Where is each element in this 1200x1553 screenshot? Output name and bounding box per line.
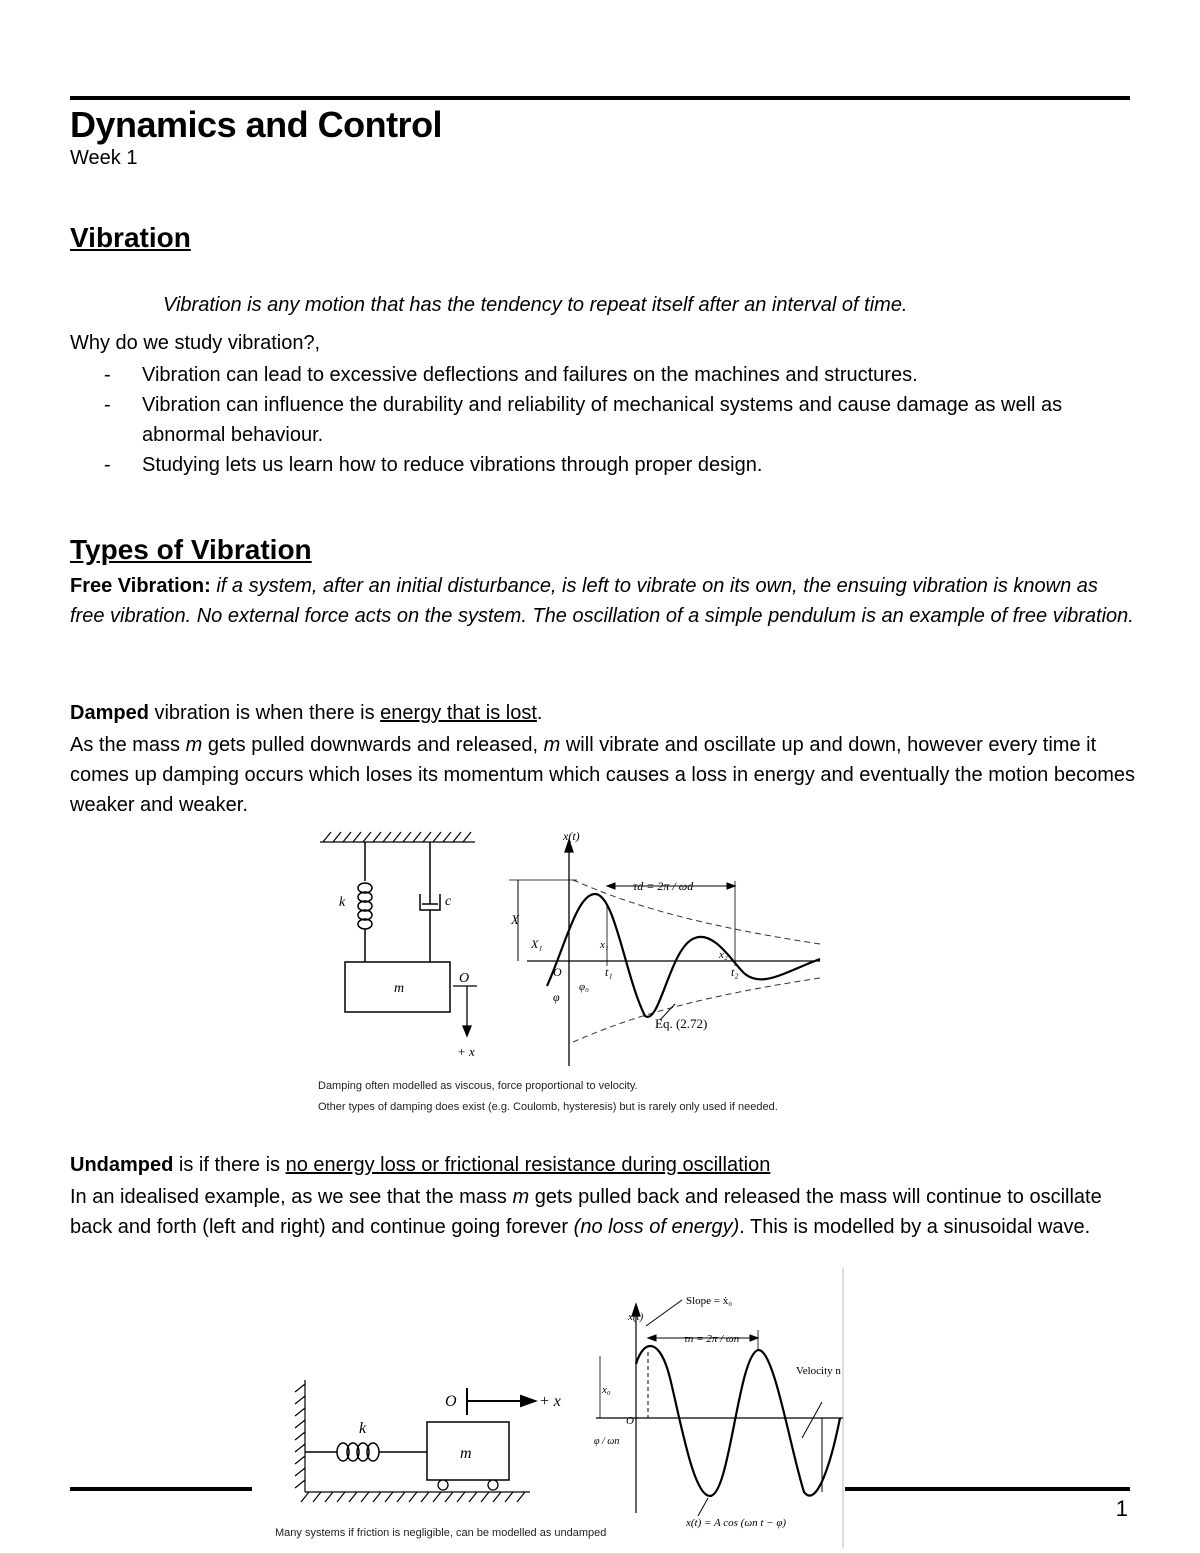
eq-label: Eq. (2.72) [655, 1016, 708, 1031]
damper [420, 842, 440, 962]
eq-label: x(t) = A cos (ωn t − φ) [686, 1517, 787, 1529]
bottom-rule-left [70, 1487, 252, 1491]
origin-label: O [445, 1393, 457, 1410]
heading-vibration: Vibration [70, 222, 191, 253]
x0-label: x₀ [602, 1384, 611, 1396]
o-label: O [626, 1415, 634, 1427]
free-vibration-text: if a system, after an initial disturbance, is left to vibrate on its own, the ensuing vibration is known as free vibration. No external force acts on the system. The oscillation of a simple pendulum is an example of free vibration. [70, 575, 1134, 627]
mass-label: m [460, 1445, 472, 1462]
document-subtitle: Week 1 [70, 147, 138, 169]
y-axis-label: x(t) [628, 1311, 644, 1323]
page-number: 1 [1115, 1496, 1128, 1521]
amp-label: X [511, 912, 519, 927]
heading-types: Types of Vibration [70, 534, 312, 565]
undamped-caption: Many systems if friction is negligible, can be modelled as undamped [275, 1527, 607, 1539]
list-item: - Vibration can lead to excessive deflections and failures on the machines and structures. [104, 364, 918, 386]
direction-label: + x [539, 1393, 561, 1410]
o-label: O [553, 965, 562, 979]
top-rule [70, 96, 1130, 100]
damper-label: c [445, 894, 452, 909]
phi-label: φ [553, 990, 560, 1004]
undamped-underline: no energy loss or frictional resistance during oscillation [285, 1154, 771, 1176]
damped-caption-2: Other types of damping does exist (e.g. Coulomb, hysteresis) but is rarely only used if needed. [318, 1101, 778, 1113]
undamped-system-figure [285, 1370, 575, 1510]
bottom-rule-right [845, 1487, 1130, 1491]
reasons-list [70, 360, 1135, 480]
damped-vibration-figure [315, 826, 825, 1076]
phase-label: φ / ωn [594, 1436, 620, 1447]
undamped-description: In an idealised example, as we see that the mass m gets pulled back and released the mass will continue to oscillate back and forth (left and right) and continue going forever (no loss of energy). This is modelled by a sinusoidal wave. [70, 1186, 1102, 1238]
damped-caption-1: Damping often modelled as viscous, force proportional to velocity. [318, 1080, 638, 1092]
ceiling-hatch [320, 832, 475, 842]
mass-label: m [394, 981, 405, 996]
spring [358, 842, 372, 962]
spring [305, 1443, 427, 1461]
direction-label: + x [457, 1044, 475, 1059]
undamped-intro: Undamped is if there is no energy loss or frictional resistance during oscillation [70, 1154, 771, 1176]
damped-response-curve [547, 894, 820, 1017]
x2-small-label: x₂ [719, 949, 728, 961]
slope-label: Slope = ẋ₀ [686, 1295, 733, 1307]
list-item: - Studying lets us learn how to reduce vibrations through proper design. [104, 454, 763, 476]
period-label: τn = 2π / ωn [684, 1333, 740, 1345]
document-title: Dynamics and Control [70, 104, 443, 145]
damped-label: Damped [70, 702, 149, 724]
response-axes [527, 840, 820, 1066]
period-label: τd = 2π / ωd [633, 879, 694, 893]
damped-underline: energy that is lost [380, 702, 537, 724]
spring-label: k [339, 895, 346, 910]
wheel [488, 1480, 498, 1490]
why-study-text: Why do we study vibration?, [70, 332, 321, 354]
t1-label: t₁ [605, 965, 613, 979]
t2-label: t₂ [731, 965, 739, 979]
wheel [438, 1480, 448, 1490]
spring-label: k [359, 1420, 367, 1437]
damped-description: As the mass m gets pulled downwards and released, m will vibrate and oscillate up and down, however every time it comes up damping occurs which loses its momentum which causes a loss in energy and eventually the motion becomes weaker and weaker. [70, 734, 1135, 816]
slope-pointer [646, 1300, 682, 1326]
velocity-label: Velocity n [796, 1365, 841, 1377]
list-item: - Vibration can influence the durability and reliability of mechanical systems and cause damage as well as abnormal behaviour. [104, 394, 1063, 446]
x1-small-label: x₁ [600, 939, 609, 951]
velocity-pointer [802, 1402, 822, 1438]
x-direction-arrow [467, 1388, 535, 1415]
y-axis-label: x(t) [563, 829, 580, 843]
decay-envelope-lower [573, 978, 820, 1042]
x1-label: X₁ [531, 937, 543, 951]
undamped-label: Undamped [70, 1154, 174, 1176]
x-direction-arrow [453, 986, 477, 1036]
free-vibration-label: Free Vibration: [70, 575, 211, 597]
vibration-definition: Vibration is any motion that has the tendency to repeat itself after an interval of time. [163, 294, 908, 316]
origin-label: O [459, 971, 470, 986]
damped-intro: Damped vibration is when there is energy that is lost. [70, 702, 543, 724]
free-vibration-paragraph [70, 571, 1135, 631]
undamped-response-figure [590, 1268, 845, 1548]
eq-pointer [698, 1498, 708, 1516]
phi0-label: φ₀ [579, 981, 589, 993]
